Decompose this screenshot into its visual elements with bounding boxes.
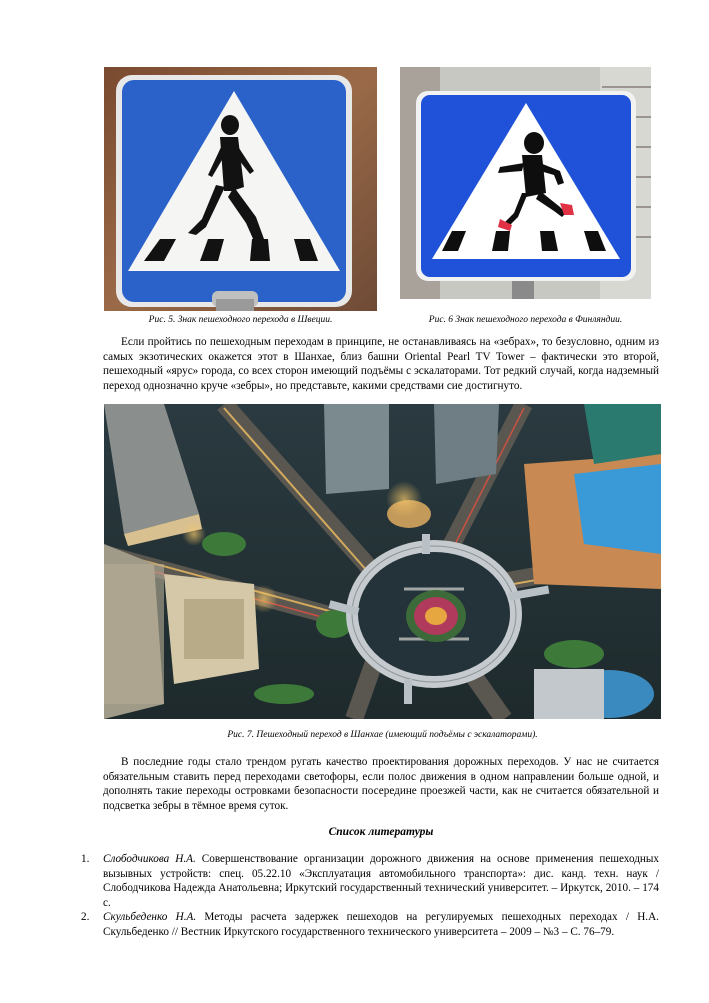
references-heading: Список литературы xyxy=(328,826,434,838)
reference-text: Совершенствование организации дорожного движения на основе применения пешеходных вызывных устройств: спец. 05.22.10 «Эксплуатация автомобильного транспорта»: дис. канд. техн. наук / Слободчикова Надежда Анатольевна; Иркутский государственный технический университет. – Иркутск, 2010. – 174 с. xyxy=(103,853,660,909)
figure-7-caption: Рис. 7. Пешеходный переход в Шанхае (имеющий подъёмы с эскалаторами). xyxy=(227,730,538,740)
reference-author: Скульбеденко Н.А. xyxy=(103,911,197,924)
reference-item xyxy=(81,910,659,939)
reference-list xyxy=(81,852,660,940)
reference-number: 2. xyxy=(81,911,90,924)
paragraph-2: В последние годы стало трендом ругать качество проектирования дорожных переходов. У нас не считается обязательным ставить перед переходами светофоры, если полос движения в одном направлении больше одной, и дополнять такие переходы островками безопасности посередине проезжей части, как не считается обязательной и подсветка зебры в тёмное время суток. xyxy=(103,756,659,812)
figure-6-image xyxy=(400,67,651,299)
figure-7-image xyxy=(104,404,661,719)
reference-author: Слободчикова Н.А. xyxy=(103,853,196,865)
figure-5-caption: Рис. 5. Знак пешеходного перехода в Швеции. xyxy=(148,315,333,325)
reference-text: Методы расчета задержек пешеходов на регулируемых пешеходных переходах / Н.А. Скульбеденко // Вестник Иркутского государственного технического университета – 2009 – №3 – С. 76–79. xyxy=(103,911,659,938)
paragraph-1: Если пройтись по пешеходным переходам в принципе, не останавливаясь на «зебрах», то безусловно, одним из самых экзотических окажется этот в Шанхае, близ башни Oriental Pearl TV Tower – фактически это второй, пешеходный «ярус» города, со всех сторон имеющий подъёмы с эскалаторами. Тот редкий случай, когда надземный переход однозначно круче «зебры», но представьте, какими средствами сие достигнуто. xyxy=(103,336,659,392)
reference-item xyxy=(81,852,660,910)
figure-5-image xyxy=(104,67,377,311)
reference-number: 1. xyxy=(81,853,90,865)
figure-6-caption: Рис. 6 Знак пешеходного перехода в Финляндии. xyxy=(428,315,623,325)
